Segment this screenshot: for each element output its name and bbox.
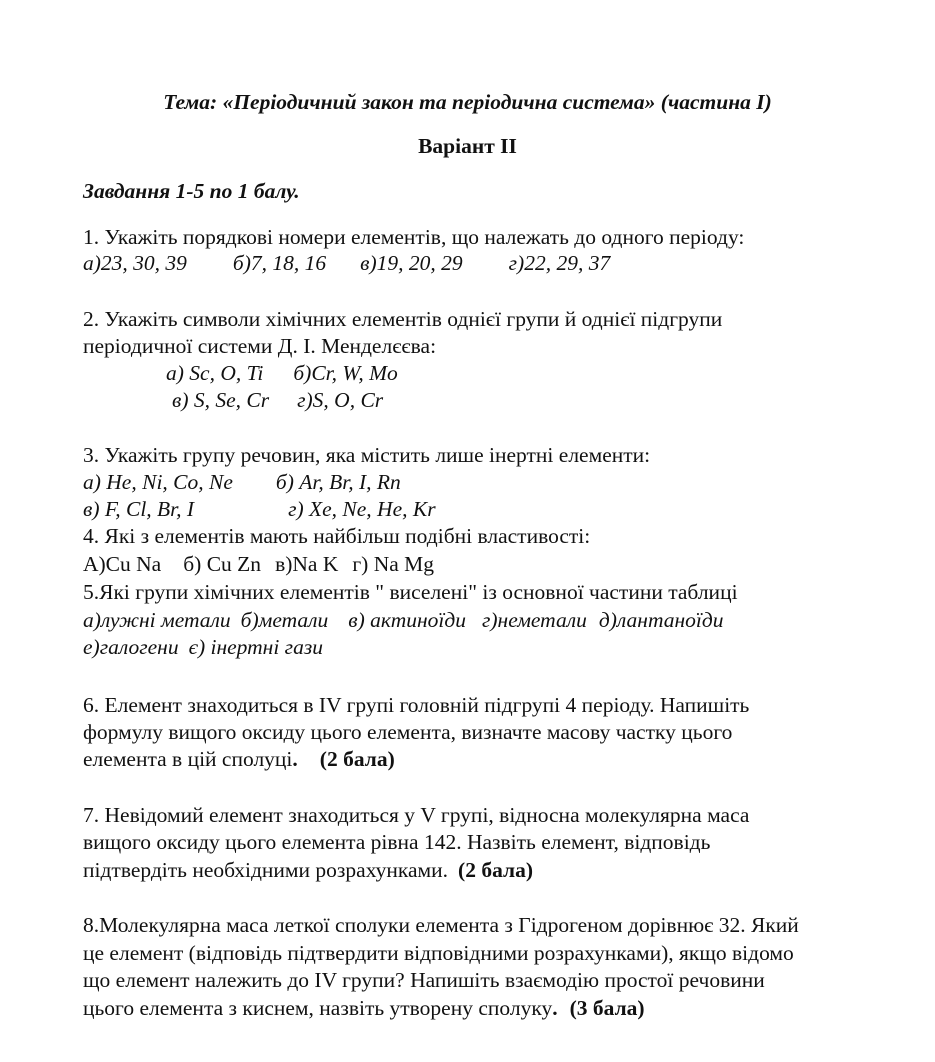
q1-option-c: в)19, 20, 29 — [360, 251, 463, 275]
tasks-points-note: Завдання 1-5 по 1 балу. — [83, 179, 300, 203]
question-2-options-row2 — [172, 387, 383, 414]
question-7-line1: 7. Невідомий елемент знаходиться у V групі, відносна молекулярна маса — [83, 803, 750, 827]
q6-text-end: елемента в цій сполуці — [83, 747, 293, 771]
q5-option-f: е)галогени — [83, 635, 179, 659]
q1-option-d: г)22, 29, 37 — [508, 251, 611, 275]
question-8-line1: 8.Молекулярна маса леткої сполуки елемента з Гідрогеном дорівнює 32. Який — [83, 913, 799, 937]
question-7-line2: вищого оксиду цього елемента рівна 142. Назвіть елемент, відповідь — [83, 830, 711, 854]
q5-option-d: г)неметали — [481, 608, 587, 632]
question-6-line3: елемента в цій сполуці. (2 бала) — [83, 747, 395, 771]
q2-option-a: а) Sc, O, Ti — [166, 361, 264, 385]
q5-option-a: а)лужні метали — [83, 608, 231, 632]
question-3-options-row2 — [83, 496, 436, 523]
question-6-line2: формулу вищого оксиду цього елемента, визначте масову частку цього — [83, 720, 733, 744]
question-1-options — [83, 250, 610, 277]
q4-option-d: г) Na Mg — [352, 552, 435, 576]
q4-option-b: б) Cu Zn — [183, 552, 262, 576]
q3-option-b: б) Ar, Br, I, Rn — [275, 470, 401, 494]
q4-option-a: А)Cu Na — [83, 552, 162, 576]
q3-option-d: г) Xe, Ne, He, Kr — [288, 497, 436, 521]
question-5-options-row2 — [83, 634, 323, 661]
q2-option-d: г)S, O, Cr — [297, 388, 384, 412]
q8-text-end: цього елемента з киснем, назвіть утворену сполуку — [83, 996, 553, 1020]
q5-option-g: є) інертні гази — [188, 635, 323, 659]
q4-option-c: в)Na K — [275, 552, 339, 576]
question-5-text: 5.Які групи хімічних елементів " виселені" із основної частини таблиці — [83, 580, 738, 604]
q1-option-a: а)23, 30, 39 — [83, 251, 187, 275]
question-5-options-row1 — [83, 607, 724, 634]
question-7-line3 — [83, 857, 533, 884]
topic-heading: Тема: «Періодичний закон та періодична система» (частина І) — [163, 90, 772, 114]
variant-heading: Варіант ІІ — [418, 134, 517, 158]
q5-option-b: б)метали — [240, 608, 329, 632]
q5-option-e: д)лантаноїди — [598, 608, 724, 632]
q7-points: (2 бала) — [458, 858, 533, 882]
question-2-options-row1 — [166, 360, 398, 387]
question-3-text: 3. Укажіть групу речовин, яка містить лише інертні елементи: — [83, 443, 651, 467]
q1-option-b: б)7, 18, 16 — [232, 251, 327, 275]
question-8-line4: цього елемента з киснем, назвіть утворену сполуку. (3 бала) — [83, 996, 645, 1020]
question-4-text: 4. Які з елементів мають найбільш подібні властивості: — [83, 524, 591, 548]
question-2-text-line2: періодичної системи Д. І. Менделєєва: — [83, 334, 437, 358]
q7-text-end: підтвердіть необхідними розрахунками. — [83, 858, 449, 882]
question-3-options-row1 — [83, 469, 401, 496]
question-1-text: 1. Укажіть порядкові номери елементів, що належать до одного періоду: — [83, 225, 745, 249]
q2-option-b: б)Cr, W, Mo — [293, 361, 398, 385]
q6-points: (2 бала) — [319, 747, 395, 771]
question-8-line2: це елемент (відповідь підтвердити відповідними розрахунками), якщо відомо — [83, 941, 794, 965]
question-4-options — [83, 551, 434, 578]
q2-option-c: в) S, Se, Cr — [172, 388, 270, 412]
question-6-line1: 6. Елемент знаходиться в IV групі головній підгрупі 4 періоду. Напишіть — [83, 693, 750, 717]
q8-points: (3 бала) — [569, 996, 645, 1020]
q3-option-c: в) F, Cl, Br, I — [83, 497, 195, 521]
question-8-line3: що елемент належить до IV групи? Напишіть взаємодію простої речовини — [83, 968, 765, 992]
question-2-text-line1: 2. Укажіть символи хімічних елементів однієї групи й однієї підгрупи — [83, 307, 723, 331]
q5-option-c: в) актиноїди — [348, 608, 466, 632]
q3-option-a: а) He, Ni, Co, Ne — [83, 470, 233, 494]
